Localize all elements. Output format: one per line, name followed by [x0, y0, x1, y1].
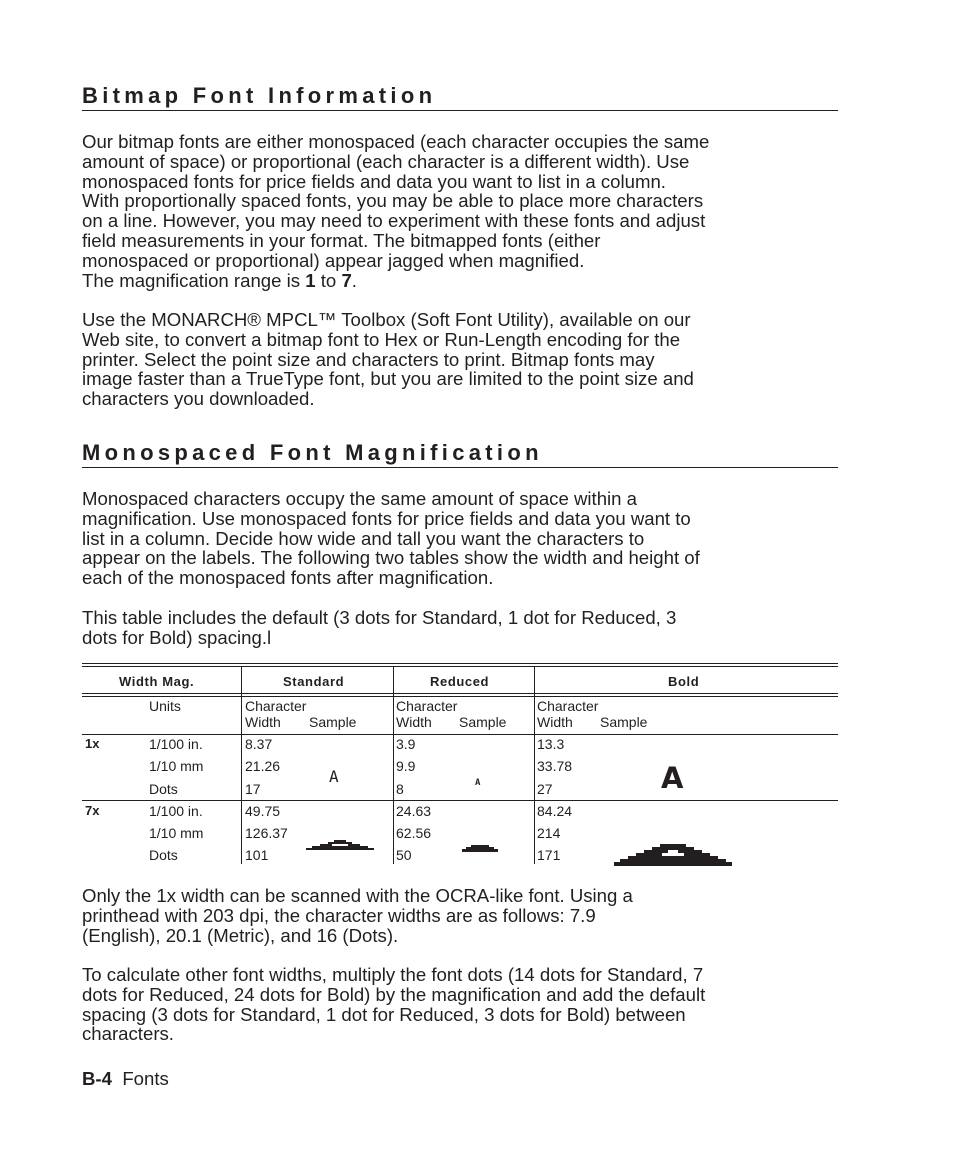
text-line: monospaced or proportional) appear jagged when magnified. — [82, 249, 585, 271]
unit-cell: 1/10 mm — [149, 825, 204, 841]
sample-label: Sample — [309, 714, 357, 730]
text-span: . — [351, 269, 357, 291]
mag-7x: 7x — [85, 803, 100, 818]
table-rule — [82, 666, 838, 667]
unit-cell: 1/100 in. — [149, 803, 203, 819]
page-footer — [82, 1068, 169, 1090]
sample-label: Sample — [600, 714, 648, 730]
text-line: characters you downloaded. — [82, 388, 315, 410]
text-line: magnification. Use monospaced fonts for price fields and data you want to — [82, 507, 691, 529]
text-line: Monospaced characters occupy the same amount of space within a — [82, 488, 638, 509]
column-divider — [241, 666, 242, 864]
sample-glyph-reduced-7x — [462, 842, 498, 852]
monospaced-intro-paragraph — [82, 489, 842, 588]
width-label: Width — [537, 714, 573, 730]
header-width-mag: Width Mag. — [119, 674, 195, 689]
mag-1x: 1x — [85, 736, 100, 751]
text-line: each of the monospaced fonts after magnification. — [82, 567, 494, 589]
reduced-value: 3.9 — [396, 736, 416, 752]
range-to: 7 — [341, 269, 352, 291]
text-span: The magnification range is — [82, 269, 306, 291]
text-line: monospaced fonts for price fields and data you want to list in a column. — [82, 170, 666, 192]
sample-glyph-bold-7x — [614, 838, 732, 866]
text-line: dots for Reduced, 24 dots for Bold) by the magnification and add the default — [82, 983, 706, 1005]
sample-glyph-standard: A — [329, 767, 339, 786]
table-rule — [82, 800, 838, 801]
sample-glyph-bold: A — [661, 761, 684, 795]
bold-value: 171 — [537, 847, 561, 863]
reduced-value: 9.9 — [396, 758, 416, 774]
text-line: field measurements in your format. The bitmapped fonts (either — [82, 229, 601, 251]
text-line: Only the 1x width can be scanned with the OCRA-like font. Using a — [82, 885, 633, 906]
text-line: This table includes the default (3 dots for Standard, 1 dot for Reduced, 3 — [82, 607, 677, 628]
character-label: Character — [537, 698, 599, 714]
section-heading-monospaced: Monospaced Font Magnification — [82, 441, 838, 468]
text-line: To calculate other font widths, multiply the font dots (14 dots for Standard, 7 — [82, 964, 704, 985]
standard-value: 49.75 — [245, 803, 281, 819]
standard-value: 8.37 — [245, 736, 273, 752]
column-divider — [534, 666, 535, 864]
standard-value: 126.37 — [245, 825, 288, 841]
text-line: on a line. However, you may need to experiment with these fonts and adjust — [82, 210, 706, 232]
text-line: spacing (3 dots for Standard, 1 dot for Reduced, 3 dots for Bold) between — [82, 1003, 686, 1025]
reduced-value: 8 — [396, 781, 404, 797]
standard-value: 21.26 — [245, 758, 281, 774]
unit-cell: Dots — [149, 781, 178, 797]
text-line: Use the MONARCH® MPCL™ Toolbox (Soft Font Utility), available on our — [82, 309, 691, 330]
toolbox-paragraph — [82, 310, 842, 409]
text-line: printer. Select the point size and characters to print. Bitmap fonts may — [82, 348, 655, 370]
reduced-value: 24.63 — [396, 803, 432, 819]
table-rule — [82, 693, 838, 694]
ocra-paragraph — [82, 886, 842, 945]
bold-value: 13.3 — [537, 736, 565, 752]
table-rule — [82, 734, 838, 735]
text-line: amount of space) or proportional (each character is a different width). Use — [82, 150, 690, 172]
text-line: Web site, to convert a bitmap font to Hex or Run-Length encoding for the — [82, 328, 681, 350]
table-rule — [82, 696, 838, 697]
standard-value: 101 — [245, 847, 269, 863]
text-line: dots for Bold) spacing.l — [82, 626, 272, 648]
reduced-value: 62.56 — [396, 825, 432, 841]
calculate-widths-paragraph — [82, 965, 842, 1044]
sample-label: Sample — [459, 714, 507, 730]
text-line: appear on the labels. The following two tables show the width and height of — [82, 547, 700, 569]
standard-value: 17 — [245, 781, 261, 797]
magnification-range-line — [82, 271, 842, 291]
text-line: With proportionally spaced fonts, you may be able to place more characters — [82, 190, 704, 212]
bold-value: 33.78 — [537, 758, 573, 774]
column-divider — [393, 666, 394, 864]
bitmap-intro-paragraph — [82, 132, 842, 290]
width-label: Width — [396, 714, 432, 730]
text-line: characters. — [82, 1023, 174, 1045]
bold-value: 214 — [537, 825, 561, 841]
header-bold: Bold — [668, 674, 700, 689]
units-label: Units — [149, 698, 181, 714]
reduced-value: 50 — [396, 847, 412, 863]
character-label: Character — [245, 698, 307, 714]
bold-value: 84.24 — [537, 803, 573, 819]
sample-glyph-reduced: A — [475, 778, 481, 788]
text-line: printhead with 203 dpi, the character widths are as follows: 7.9 — [82, 904, 596, 926]
spacing-note-paragraph — [82, 608, 842, 648]
header-standard: Standard — [283, 674, 345, 689]
sample-glyph-standard-7x — [306, 834, 374, 850]
text-line: Our bitmap fonts are either monospaced (each character occupies the same — [82, 131, 710, 152]
section-heading-bitmap: Bitmap Font Information — [82, 84, 838, 111]
bold-value: 27 — [537, 781, 553, 797]
text-line: image faster than a TrueType font, but you are limited to the point size and — [82, 368, 694, 390]
unit-cell: 1/10 mm — [149, 758, 204, 774]
page-number: B-4 — [82, 1068, 112, 1089]
text-span: to — [315, 269, 342, 291]
header-reduced: Reduced — [430, 674, 490, 689]
unit-cell: Dots — [149, 847, 178, 863]
text-line: list in a column. Decide how wide and tall you want the characters to — [82, 527, 645, 549]
character-label: Character — [396, 698, 458, 714]
footer-section: Fonts — [122, 1068, 169, 1089]
range-from: 1 — [305, 269, 316, 291]
unit-cell: 1/100 in. — [149, 736, 203, 752]
table-rule — [82, 663, 838, 664]
width-label: Width — [245, 714, 281, 730]
text-line: (English), 20.1 (Metric), and 16 (Dots). — [82, 924, 399, 946]
